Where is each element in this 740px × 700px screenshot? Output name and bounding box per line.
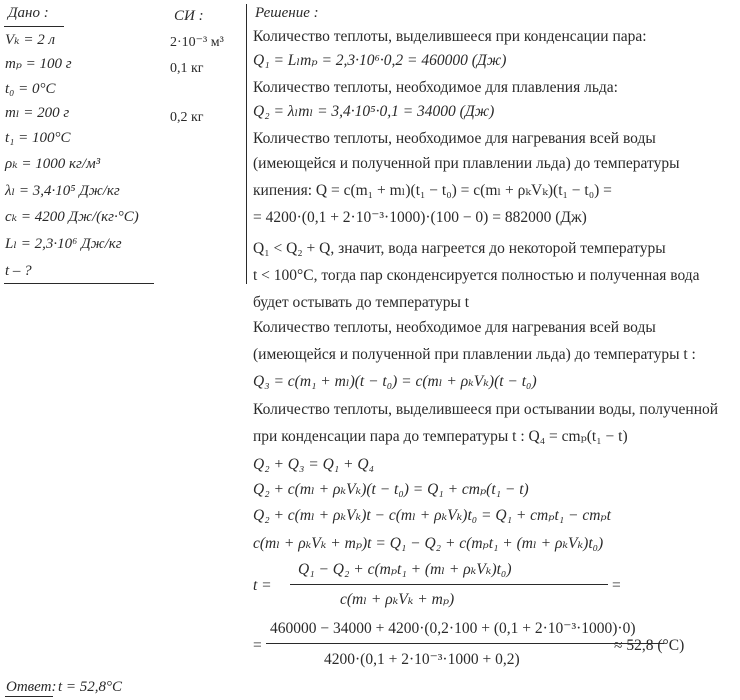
calc-fraction-bar [266,643,664,644]
formula-lhs: t = [253,577,272,594]
solution-line: (имеющейся и полученной при плавлении льда) до температуры [253,155,680,172]
calc-denominator: 4200·(0,1 + 2·10⁻³·1000 + 0,2) [324,651,520,668]
solution-line: c(mₗ + ρₖVₖ + mₚ)t = Q₁ − Q₂ + c(mₚt₁ + (mₗ + ρₖVₖ)t₀) [253,535,604,552]
calc-lhs: = [253,637,262,654]
solution-line: Количество теплоты, необходимое для нагревания всей воды [253,319,656,336]
solution-line: = 4200·(0,1 + 2·10⁻³·1000)·(100 − 0) = 882000 (Дж) [253,209,587,226]
solution-line: Q₁ < Q₂ + Q, значит, вода нагреется до некоторой температуры [253,240,666,257]
solution-line: (имеющейся и полученной при плавлении льда) до температуры t : [253,346,696,363]
given-line: t₁ = 100°C [5,130,71,146]
solution-heading: Решение : [255,5,319,21]
given-line: mₚ = 100 г [5,56,72,72]
solution-line: Q₃ = c(m₁ + mₗ)(t − t₀) = c(mₗ + ρₖVₖ)(t − t₀) [253,373,537,390]
given-line: t₀ = 0°C [5,81,56,97]
si-heading: СИ : [174,8,204,24]
formula-equals: = [612,577,621,594]
si-value: 0,1 кг [170,61,204,76]
solution-line: Q₂ + c(mₗ + ρₖVₖ)t − c(mₗ + ρₖVₖ)t₀ = Q₁ + cmₚt₁ − cmₚt [253,507,611,524]
given-bottom-rule [4,283,154,284]
answer-value: t = 52,8°C [58,679,123,695]
answer-underline [5,696,53,697]
given-line: ρₖ = 1000 кг/м³ [5,156,101,172]
given-line: mₗ = 200 г [5,105,70,121]
solution-line: Количество теплоты, необходимое для нагревания всей воды [253,130,656,147]
formula-fraction-bar [290,584,608,585]
calc-result: ≈ 52,8 (°C) [614,637,685,654]
solution-line: кипения: Q = c(m₁ + mₗ)(t₁ − t₀) = c(mₗ + ρₖVₖ)(t₁ − t₀) = [253,182,612,199]
solution-line: Q₂ = λₗmₗ = 3,4·10⁵·0,1 = 34000 (Дж) [253,103,495,120]
solution-line: Количество теплоты, выделившееся при остывании воды, полученной [253,401,719,418]
solution-line: при конденсации пара до температуры t : Q₄ = cmₚ(t₁ − t) [253,428,628,445]
given-line: t – ? [5,263,32,279]
given-line: Lₗ = 2,3·10⁶ Дж/кг [5,236,122,252]
answer-label: Ответ: [6,679,57,695]
given-underline [4,26,64,27]
given-line: cₖ = 4200 Дж/(кг·°C) [5,209,139,225]
formula-numerator: Q₁ − Q₂ + c(mₚt₁ + (mₗ + ρₖVₖ)t₀) [298,561,512,578]
solution-line: t < 100°C, тогда пар сконденсируется полностью и полученная вода [253,267,700,284]
given-line: Vₖ = 2 л [5,32,56,48]
calc-numerator: 460000 − 34000 + 4200·(0,2·100 + (0,1 + 2·10⁻³·1000)·0) [270,620,636,637]
si-value: 2·10⁻³ м³ [170,35,224,50]
formula-denominator: c(mₗ + ρₖVₖ + mₚ) [340,591,455,608]
column-divider [246,4,247,284]
solution-line: Количество теплоты, выделившееся при конденсации пара: [253,28,647,45]
solution-line: Q₂ + c(mₗ + ρₖVₖ)(t − t₀) = Q₁ + cmₚ(t₁ − t) [253,481,529,498]
given-heading: Дано : [8,5,49,21]
solution-line: Q₂ + Q₃ = Q₁ + Q₄ [253,456,374,473]
solution-line: Q₁ = Lₗmₚ = 2,3·10⁶·0,2 = 460000 (Дж) [253,52,507,69]
given-line: λₗ = 3,4·10⁵ Дж/кг [5,183,120,199]
solution-line: Количество теплоты, необходимое для плавления льда: [253,79,618,96]
solution-line: будет остывать до температуры t [253,294,470,311]
si-value: 0,2 кг [170,110,204,125]
